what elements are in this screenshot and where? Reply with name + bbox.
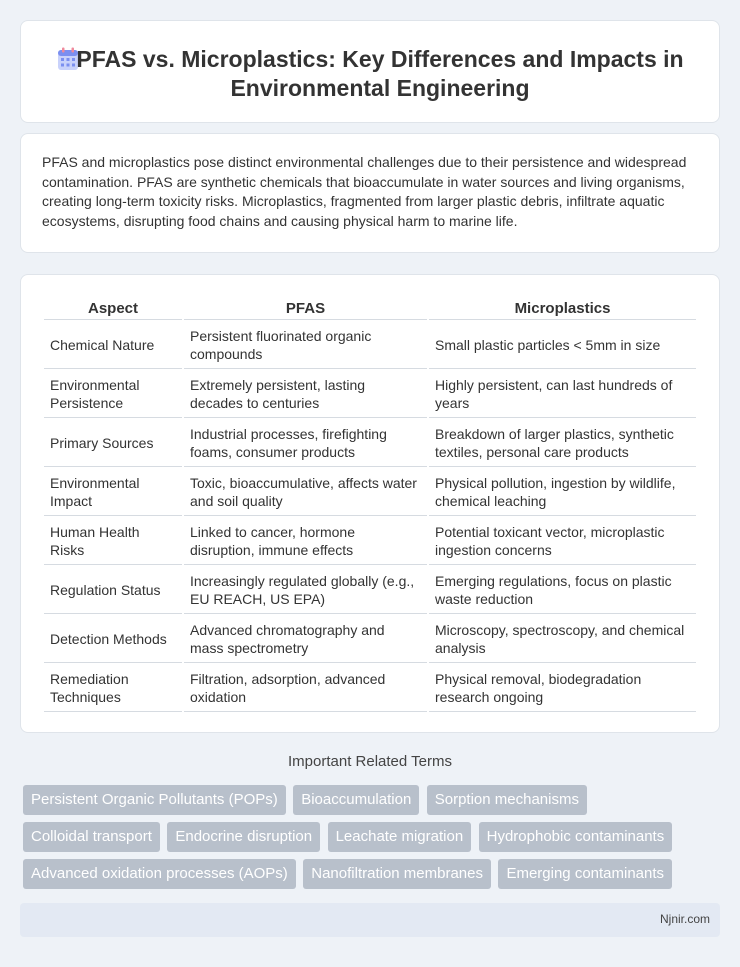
related-term-tag[interactable]: Colloidal transport [23, 822, 160, 852]
table-cell: Industrial processes, firefighting foams, consumer products [184, 420, 427, 467]
table-row [44, 371, 696, 418]
table-cell: Detection Methods [44, 616, 182, 663]
footer [20, 903, 720, 937]
table-cell: Regulation Status [44, 567, 182, 614]
table-cell: Filtration, adsorption, advanced oxidation [184, 665, 427, 712]
related-term-tag[interactable]: Endocrine disruption [167, 822, 320, 852]
table-cell: Advanced chromatography and mass spectrometry [184, 616, 427, 663]
intro-paragraph: PFAS and microplastics pose distinct environmental challenges due to their persistence and widespread contamination. PFAS are synthetic chemicals that bioaccumulate in water sources and living organisms, creating long-term toxicity risks. Microplastics, fragmented from larger plastic debris, infiltrate aquatic ecosystems, disrupting food chains and causing physical harm to marine life. [42, 154, 687, 229]
related-term-tag[interactable]: Nanofiltration membranes [303, 859, 491, 889]
related-term-tag[interactable]: Advanced oxidation processes (AOPs) [23, 859, 296, 889]
table-row [44, 518, 696, 565]
table-cell: Highly persistent, can last hundreds of years [429, 371, 696, 418]
title-card [20, 20, 720, 123]
table-row [44, 665, 696, 712]
comparison-table [42, 296, 698, 714]
page-title: PFAS vs. Microplastics: Key Differences and Impacts in Environmental Engineering [76, 46, 684, 101]
related-terms-row [23, 822, 723, 852]
table-cell: Increasingly regulated globally (e.g., EU REACH, US EPA) [184, 567, 427, 614]
related-term-tag[interactable]: Sorption mechanisms [427, 785, 587, 815]
table-cell: Human Health Risks [44, 518, 182, 565]
table-row [44, 322, 696, 369]
table-header-row [44, 298, 696, 320]
related-terms-row [23, 859, 723, 889]
table-row [44, 567, 696, 614]
table-cell: Extremely persistent, lasting decades to centuries [184, 371, 427, 418]
table-cell: Remediation Techniques [44, 665, 182, 712]
table-cell: Emerging regulations, focus on plastic waste reduction [429, 567, 696, 614]
related-term-tag[interactable]: Persistent Organic Pollutants (POPs) [23, 785, 286, 815]
comparison-table-card [20, 274, 720, 733]
header-pfas: PFAS [184, 298, 427, 320]
table-cell: Environmental Impact [44, 469, 182, 516]
table-cell: Small plastic particles < 5mm in size [429, 322, 696, 369]
related-term-tag[interactable]: Leachate migration [328, 822, 472, 852]
related-term-tag[interactable]: Bioaccumulation [293, 785, 419, 815]
table-cell: Persistent fluorinated organic compounds [184, 322, 427, 369]
header-aspect: Aspect [44, 298, 182, 320]
table-cell: Physical removal, biodegradation research ongoing [429, 665, 696, 712]
related-term-tag[interactable]: Hydrophobic contaminants [479, 822, 673, 852]
table-cell: Toxic, bioaccumulative, affects water and soil quality [184, 469, 427, 516]
related-terms-row [23, 785, 723, 815]
table-row [44, 469, 696, 516]
table-cell: Microscopy, spectroscopy, and chemical analysis [429, 616, 696, 663]
table-cell: Physical pollution, ingestion by wildlife, chemical leaching [429, 469, 696, 516]
footer-site-link[interactable]: Njnir.com [659, 912, 710, 926]
intro-card [20, 133, 720, 253]
table-cell: Primary Sources [44, 420, 182, 467]
table-cell: Chemical Nature [44, 322, 182, 369]
related-terms-heading: Important Related Terms [288, 753, 452, 770]
table-row [44, 616, 696, 663]
table-cell: Potential toxicant vector, microplastic ingestion concerns [429, 518, 696, 565]
table-cell: Environmental Persistence [44, 371, 182, 418]
table-cell: Linked to cancer, hormone disruption, immune effects [184, 518, 427, 565]
table-row [44, 420, 696, 467]
related-term-tag[interactable]: Emerging contaminants [498, 859, 672, 889]
table-cell: Breakdown of larger plastics, synthetic textiles, personal care products [429, 420, 696, 467]
header-microplastics: Microplastics [429, 298, 696, 320]
